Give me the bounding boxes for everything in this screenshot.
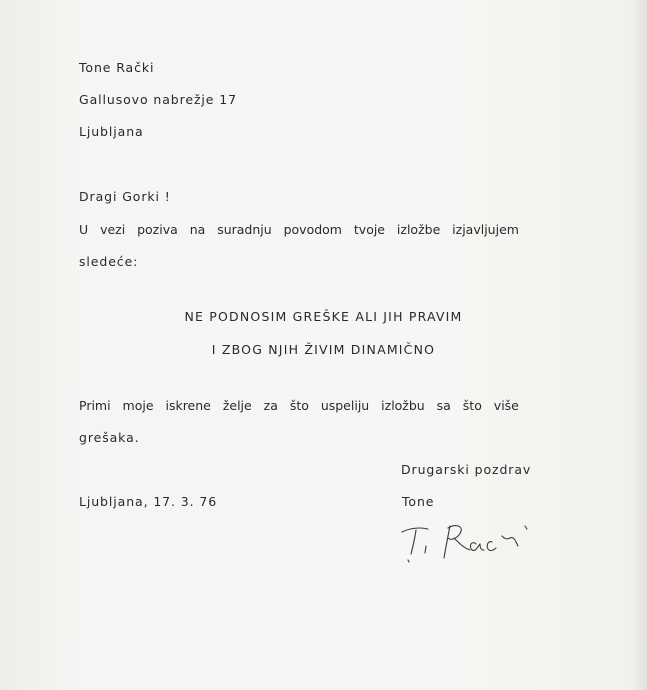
closing-text: Drugarski pozdrav — [401, 462, 532, 477]
wishes-word: želje — [222, 398, 252, 413]
wishes-word: moje — [122, 398, 154, 413]
motto-line-2: I ZBOG NJIH ŽIVIM DINAMIČNO — [211, 342, 436, 357]
intro-word: tvoje — [353, 222, 386, 237]
wishes-word: što — [462, 398, 482, 413]
wishes-word: što — [289, 398, 309, 413]
intro-word: na — [189, 222, 206, 237]
wishes-end: grešaka. — [79, 430, 140, 445]
sender-city: Ljubljana — [79, 124, 144, 139]
motto-line-1: NE PODNOSIM GREŠKE ALI JIH PRAVIM — [184, 309, 463, 324]
intro-word: poziva — [137, 222, 178, 237]
wishes-word: izložbu — [381, 398, 425, 413]
sender-address: Gallusovo nabrežje 17 — [79, 92, 237, 107]
sender-name: Tone Rački — [79, 60, 155, 75]
intro-line — [79, 222, 519, 238]
closing-name: Tone — [402, 494, 435, 509]
wishes-word: sa — [436, 398, 451, 413]
place-date: Ljubljana, 17. 3. 76 — [79, 494, 218, 509]
wishes-word: uspeliju — [320, 398, 370, 413]
intro-word: U — [79, 222, 89, 237]
intro-word: izložbe — [396, 222, 441, 237]
intro-word: povodom — [283, 222, 342, 237]
intro-word: izjavljujem — [452, 222, 519, 237]
handwritten-signature — [398, 516, 538, 566]
wishes-word: za — [263, 398, 278, 413]
intro-word: suradnju — [217, 222, 272, 237]
wishes-word: iskrene — [165, 398, 211, 413]
intro-word: vezi — [100, 222, 126, 237]
wishes-word: Primi — [79, 398, 111, 413]
greeting: Dragi Gorki ! — [79, 189, 171, 204]
intro-end: sledeće: — [79, 254, 139, 269]
wishes-word: više — [493, 398, 519, 413]
wishes-line — [79, 398, 519, 414]
